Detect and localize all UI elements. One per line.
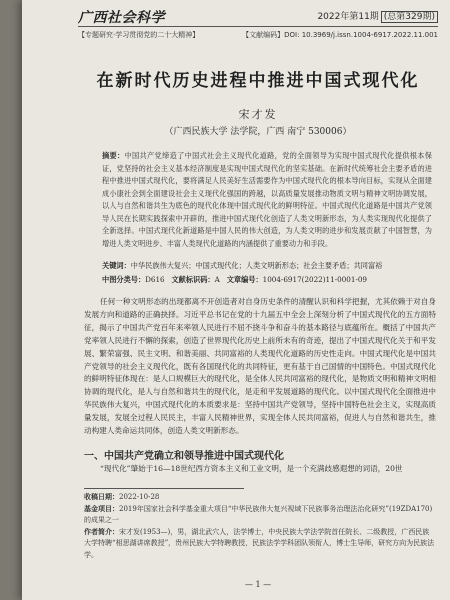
abstract-label: 摘要：: [102, 151, 125, 160]
classification-line: [102, 274, 432, 286]
author-affiliation: （广西民族大学 法学院，广西 南宁 530006）: [164, 127, 352, 137]
article-author: 宋才发: [238, 108, 278, 121]
abstract-text: 中国共产党缔造了中国式社会主义现代化道路，党的全面领导为实现中国式现代化提供根本保证，党坚持的社会主义基本经济制度是实现中国式现代化的坚实基础。在新时代统筹社会主要矛盾的进程中推进中国式现代化，要将满足人民美好生活需要作为中国式现代化的根本导向目标，实现从全面建成小康社会到全面建设社会主义现代化强国的跨越，以高质量发展推动物质文明与精神文明协调发展，以人与自然和谐共生为底色的现代化体现中国式现代化的鲜明特征。中国式现代化道路是中国共产党领导人民在长期实践探索中开辟的，推进中国式现代化创造了人类文明新形态，为人类实现现代化提供了全新选择。中国式现代化新道路是中国人民的伟大创造，为人类文明的进步和发展贡献了中国智慧，为增进人类文明进步、丰富人类现代化道路的内涵提供了重要动力和手段。: [102, 151, 432, 248]
footnote-divider: [84, 488, 244, 489]
author-bio-value: 宋才发(1953—)，男，湖北武穴人，法学博士，中央民族大学法学院首任院长、二级教授，广西民族大学特聘“相思湖讲席教授”，贵州民族大学特聘教授，民族法学学科团队领衔人，博士生导师，研究方向为民族法学。: [84, 527, 435, 559]
article-title: 在新时代历史进程中推进中国式现代化: [96, 71, 420, 91]
section-heading: 一、中国共产党确立和领导推进中国式现代化: [84, 451, 284, 462]
article-no-label: 文章编号：: [226, 275, 263, 284]
author-bio-label: 作者简介：: [84, 527, 119, 536]
journal-logo: 广西社会科学: [78, 10, 165, 26]
doi-line: 【文献编码】DOI: 10.3969/j.issn.1004-6917.2022.11.001: [242, 31, 438, 39]
doc-code-label: 文献标识码：: [171, 275, 215, 284]
total-issue-number: (总第329期): [381, 11, 438, 23]
keywords: [102, 260, 432, 272]
sub-header: [78, 30, 438, 42]
fund-label: 基金项目：: [84, 504, 119, 513]
author-bio: [84, 527, 436, 562]
keywords-text: 中华民族伟大复兴；中国式现代化；人类文明新形态；社会主要矛盾；共同富裕: [130, 261, 383, 270]
abstract: [102, 150, 432, 250]
doc-code-value: A: [214, 275, 220, 284]
received-value: 2022-10-28: [119, 493, 160, 501]
keywords-label: 关键词：: [102, 261, 131, 270]
article-no-value: 1004-6917(2022)11-0001-09: [262, 275, 367, 284]
received-label: 收稿日期：: [84, 493, 119, 501]
received-date: [84, 492, 436, 504]
section-paragraph: “现代化”肇始于16—18世纪西方资本主义和工业文明，是一个充满歧感遐想的词语，20世: [100, 464, 403, 473]
journal-page: [22, 0, 450, 600]
clc-value: D616: [145, 275, 165, 284]
page-number: — 1 —: [244, 580, 272, 589]
intro-paragraph: 任何一种文明形态的出现都离不开创造者对自身历史条件的清醒认识和科学把握，尤其依赖于对自身发展方向和道路的正确抉择。习近平总书记在党的十九届五中全会上深刻分析了中国式现代化的五方面特征，揭示了中国共产党百年来率领人民进行不屈不挠斗争和奋斗的基本路径与底蕴所在。概括了中国共产党率领人民进行不懈的探索，创造了世界现代化历史上前所未有的奇迹，提出了中国式现代化关于和平发展、繁荣富强、民主文明、和谐美丽、共同富裕的人类现代化道路的历史性走向。中国式现代化是中国共产党领导的社会主义现代化，既有各国现代化的共同特征，更有基于自己国情的中国特色。中国式现代化的鲜明特征体现在：是人口规模巨大的现代化，是全体人民共同富裕的现代化，是物质文明和精神文明相协调的现代化，是人与自然和谐共生的现代化，是走和平发展道路的现代化。以中国式现代化全面推进中华民族伟大复兴，中国式现代化的本质要求是：坚持中国共产党领导，坚持中国特色社会主义，实现高质量发展，发展全过程人民民主，丰富人民精神世界，实现全体人民共同富裕，促进人与自然和谐共生，推动构建人类命运共同体，创造人类文明新形态。: [84, 297, 436, 436]
fund-value: 2019年国家社会科学基金重大项目“中华民族伟大复兴视域下民族事务治理法治化研究”(19ZDA170)的成果之一: [84, 504, 433, 524]
issue-info: [317, 9, 438, 22]
issue-number: 2022年第11期: [317, 12, 379, 22]
clc-label: 中图分类号：: [102, 275, 146, 284]
running-header: [78, 6, 438, 27]
fund-project: [84, 504, 436, 527]
column-tag: 【专题研究·学习贯彻党的二十大精神】: [78, 31, 200, 39]
footnotes: [84, 492, 436, 561]
